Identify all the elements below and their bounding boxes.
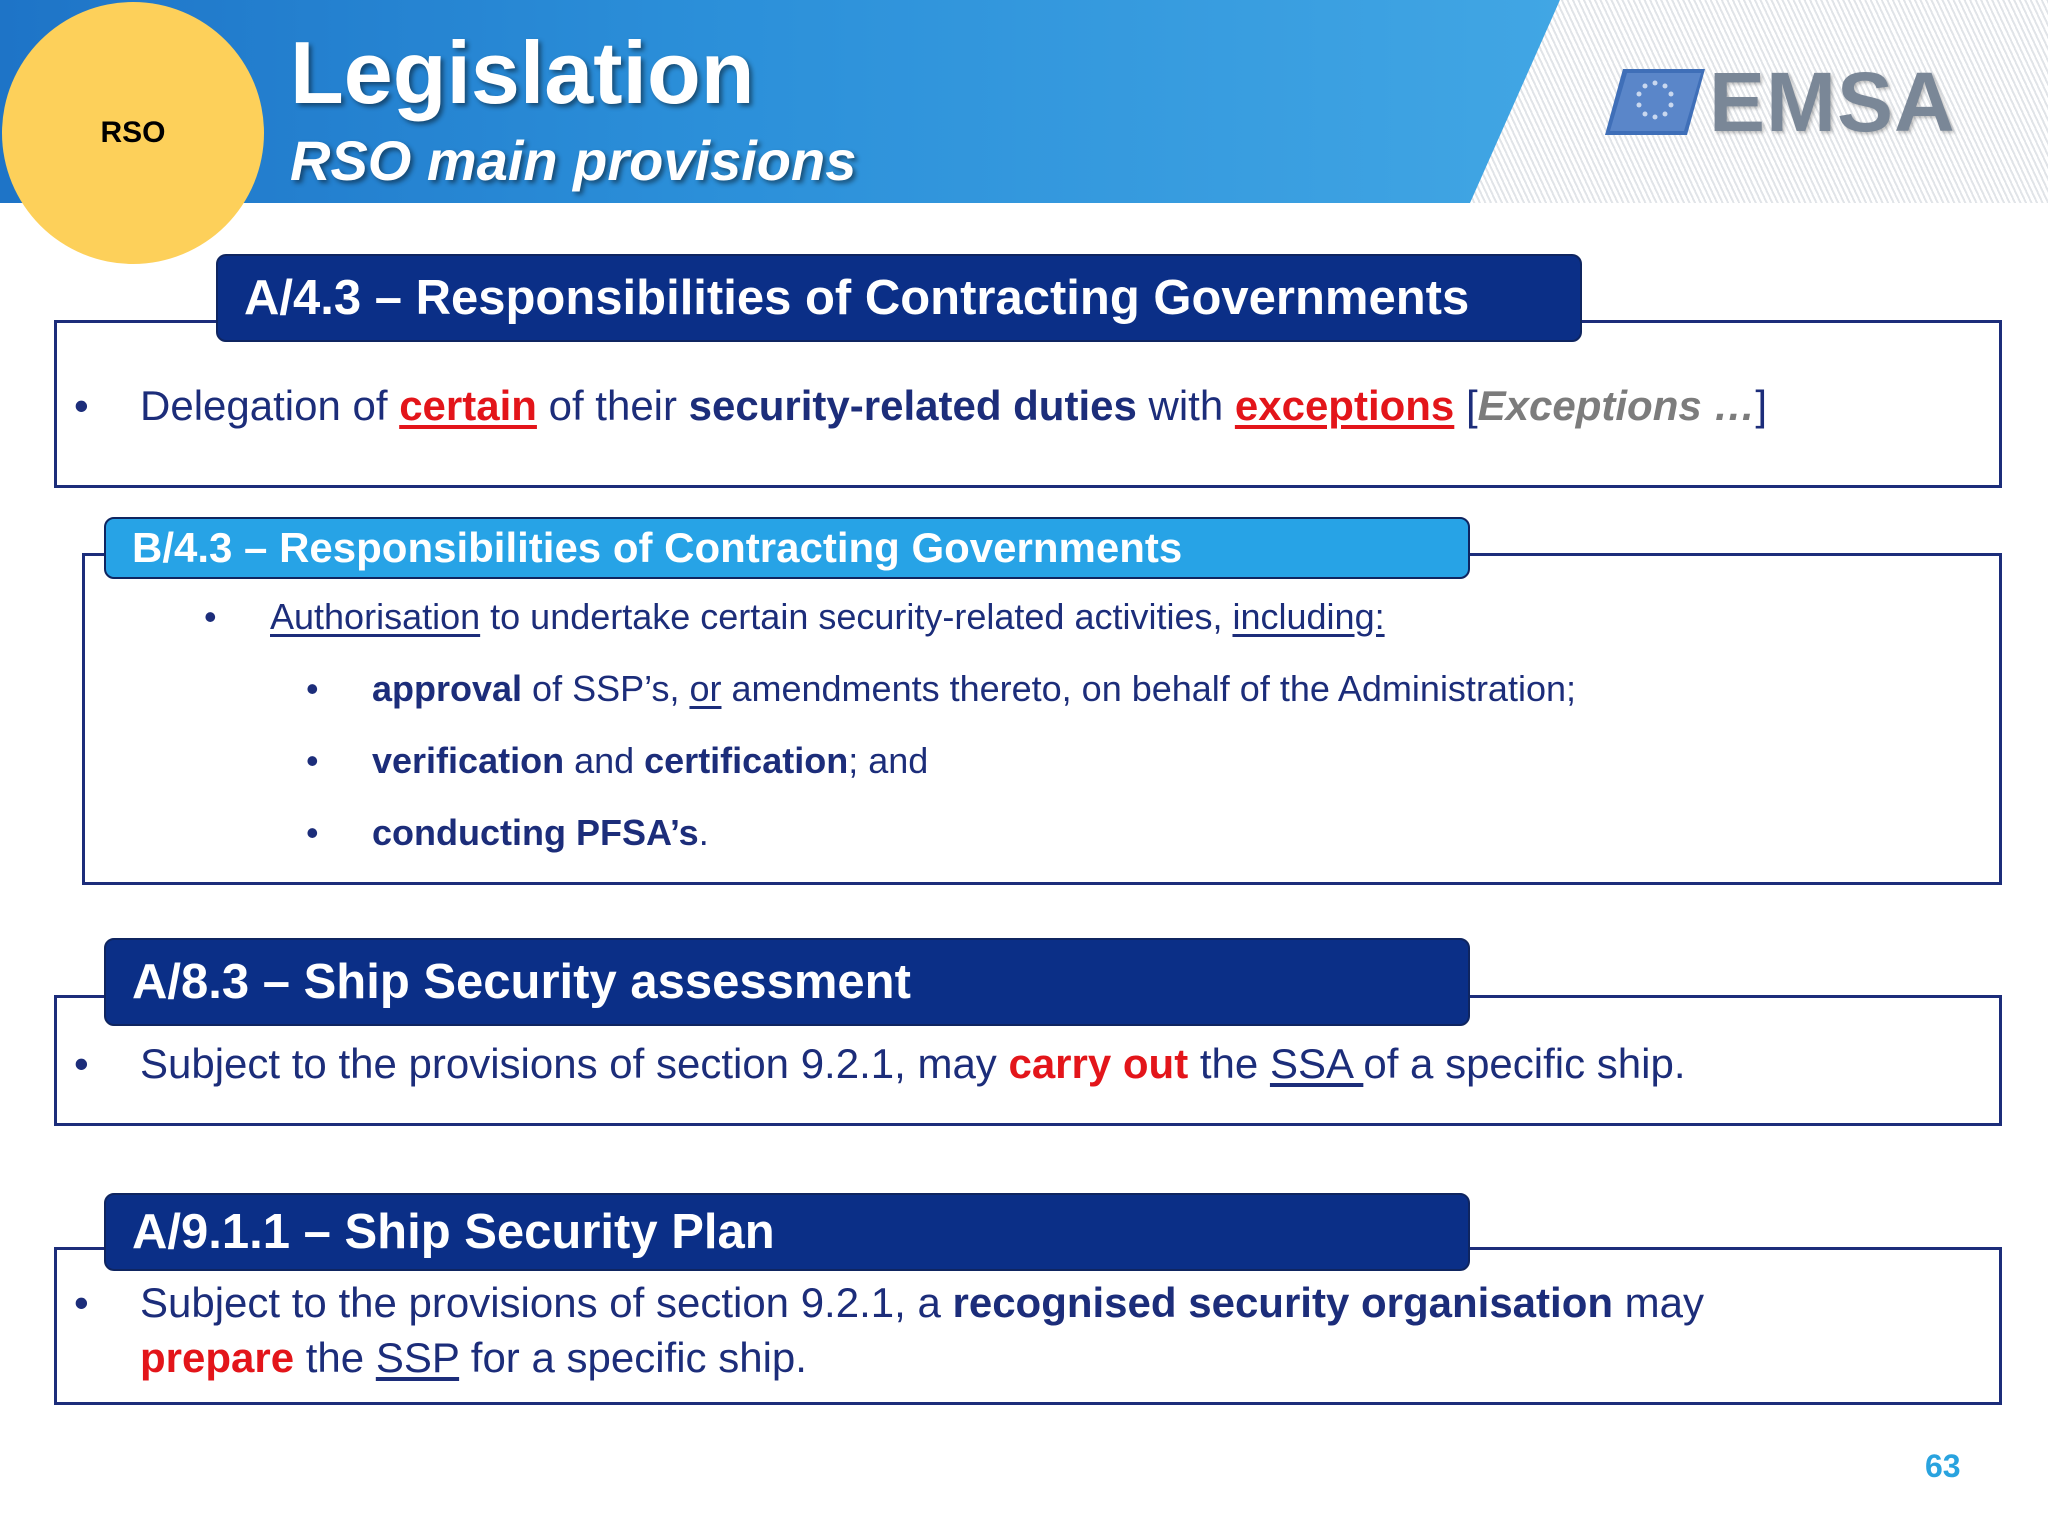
section-b43-sub-bullet-2 xyxy=(306,740,928,782)
bullet-text xyxy=(372,812,709,854)
emsa-logo-text: EMSA xyxy=(1709,54,1956,149)
text-including: including: xyxy=(1232,596,1385,637)
emsa-logo xyxy=(1605,54,1956,149)
emphasis-certain: certain xyxy=(399,382,537,429)
text-run: Subject to the provisions of section 9.2.1, may xyxy=(140,1040,1009,1087)
text-run: [ xyxy=(1454,382,1478,429)
rso-badge xyxy=(2,2,264,264)
eu-flag-icon xyxy=(1605,69,1705,135)
bullet-text xyxy=(372,740,928,782)
emphasis-prepare: prepare xyxy=(140,1334,295,1381)
emphasis-carry-out: carry out xyxy=(1008,1040,1189,1087)
text-run: of a specific ship. xyxy=(1363,1040,1686,1087)
bullet-point: • xyxy=(306,668,319,709)
bullet-point: • xyxy=(74,382,89,429)
text-approval: approval xyxy=(372,668,523,709)
exceptions-link[interactable]: Exceptions … xyxy=(1477,382,1756,429)
text-run: ] xyxy=(1755,382,1768,429)
section-b43-sub-bullet-1 xyxy=(306,668,1576,710)
text-run: Subject to the provisions of section 9.2.1, a xyxy=(140,1279,953,1326)
section-b43-sub-bullet-3 xyxy=(306,812,709,854)
section-b43-bullet-1 xyxy=(204,596,1385,638)
text-run: and xyxy=(564,740,645,781)
bullet-text xyxy=(140,382,1767,430)
bullet-text xyxy=(270,596,1385,638)
rso-badge-label: RSO xyxy=(100,116,166,149)
section-a83-bullet xyxy=(74,1040,1686,1088)
section-b43-header: B/4.3 – Responsibilities of Contracting Governments xyxy=(104,517,1470,579)
text-authorisation: Authorisation xyxy=(270,596,481,637)
bullet-point: • xyxy=(306,740,319,781)
bullet-text xyxy=(372,668,1576,710)
text-conducting-pfsa: conducting PFSA’s xyxy=(372,812,699,853)
bullet-point: • xyxy=(204,596,217,637)
bullet-text xyxy=(140,1275,1704,1385)
section-a43-header: A/4.3 – Responsibilities of Contracting Governments xyxy=(216,254,1582,342)
emphasis-exceptions: exceptions xyxy=(1234,382,1455,429)
bullet-point: • xyxy=(306,812,319,853)
section-a911-header: A/9.1.1 – Ship Security Plan xyxy=(104,1193,1470,1271)
section-a83-header: A/8.3 – Ship Security assessment xyxy=(104,938,1470,1026)
emphasis-rso: recognised security organisation xyxy=(952,1279,1613,1326)
slide-title: Legislation xyxy=(290,23,755,122)
text-run: ; and xyxy=(848,740,929,781)
text-run: the xyxy=(294,1334,376,1381)
text-or: or xyxy=(689,668,722,709)
text-run: Delegation of xyxy=(140,382,400,429)
text-run: may xyxy=(1613,1279,1705,1326)
text-verification: verification xyxy=(372,740,565,781)
text-certification: certification xyxy=(644,740,849,781)
bullet-point: • xyxy=(74,1040,89,1087)
text-ssa: SSA xyxy=(1269,1040,1364,1087)
page-number: 63 xyxy=(1925,1448,1961,1484)
bullet-text xyxy=(140,1040,1686,1088)
bullet-point: • xyxy=(74,1279,89,1326)
text-run: for a specific ship. xyxy=(459,1334,807,1381)
text-run: . xyxy=(698,812,709,853)
text-run: the xyxy=(1188,1040,1270,1087)
slide-subtitle: RSO main provisions xyxy=(290,129,857,192)
text-run: of SSP’s, xyxy=(522,668,690,709)
text-ssp: SSP xyxy=(375,1334,460,1381)
section-a911-bullet xyxy=(74,1275,1704,1385)
text-run: of their xyxy=(536,382,689,429)
text-run: amendments thereto, on behalf of the Administration; xyxy=(721,668,1576,709)
text-run: with xyxy=(1136,382,1235,429)
emphasis-duties: security-related duties xyxy=(688,382,1137,429)
text-run: to undertake certain security-related activities, xyxy=(480,596,1233,637)
section-a43-bullet xyxy=(74,382,1767,430)
